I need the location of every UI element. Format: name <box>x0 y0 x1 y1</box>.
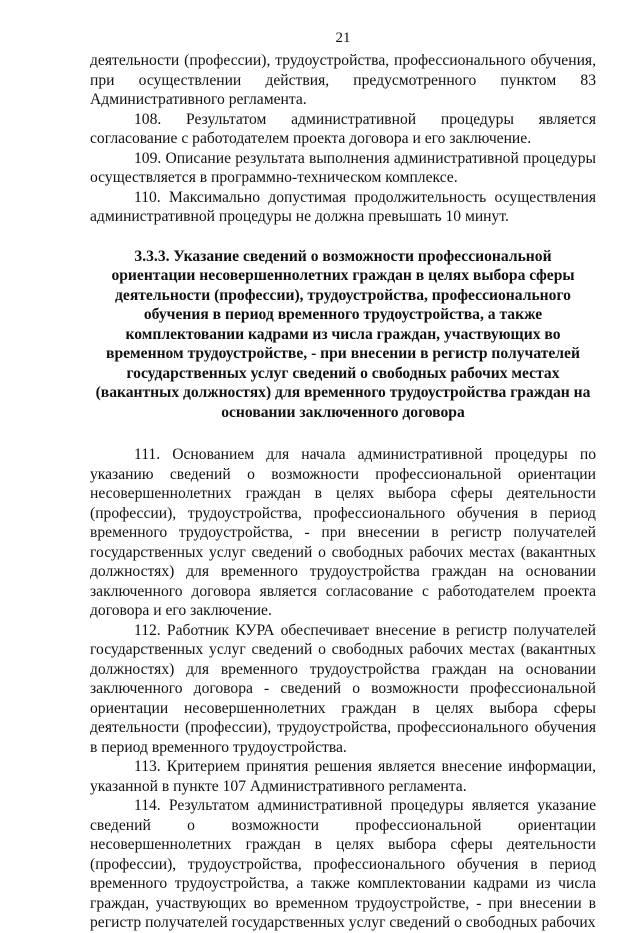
paragraph-113: 113. Критерием принятия решения является внесение информации, указанной в пункте 107 Административного регламента. <box>90 758 596 795</box>
page-number: 21 <box>335 30 351 46</box>
paragraph-112: 112. Работник КУРА обеспечивает внесение в регистр получателей государственных услуг сведений о свободных рабочих местах (вакантных должностях) для временного трудоустройства граждан на основании заключенного договора - сведений о возможности профессиональной ориентации несовершеннолетних граждан в целях выбора сферы деятельности (профессии), трудоустройства, профессионального обучения в период временного трудоустройства. <box>90 621 596 756</box>
paragraph-111: 111. Основанием для начала административной процедуры по указанию сведений о возможности профессиональной ориентации несовершеннолетних граждан в целях выбора сферы деятельности (профессии), трудоустройства, профессионального обучения в период временного трудоустройства, - при внесении в регистр получателей государственных услуг сведений о свободных рабочих местах (вакантных должностях) для временного трудоустройства граждан на основании заключенного договора является согласование с работодателем проекта договора и его заключение. <box>90 446 596 619</box>
paragraph-109: 109. Описание результата выполнения административной процедуры осуществляется в программно-техническом комплексе. <box>90 149 596 186</box>
paragraph-114: 114. Результатом административной процедуры является указание сведений о возможности профессиональной ориентации несовершеннолетних граждан в целях выбора сферы деятельности (профессии), трудоустройства, профессионального обучения в период временного трудоустройства, а также комплектовании кадрами из числа граждан, участвующих во временном трудоустройстве, - при внесении в регистр получателей государственных услуг сведений о свободных рабочих <box>90 797 596 931</box>
section-heading: 3.3.3. Указание сведений о возможности профессиональной ориентации несовершеннолетних граждан в целях выбора сферы деятельности (профессии), трудоустройства, профессионального обучения в период временного трудоустройства, а также комплектовании кадрами из числа граждан, участвующих во временном трудоустройстве, - при внесении в регистр получателей государственных услуг сведений о свободных рабочих местах (вакантных должностях) для временного трудоустройства граждан на основании заключенного договора <box>95 247 591 421</box>
paragraph-continuation: деятельности (профессии), трудоустройства, профессионального обучения, при осуществлении действия, предусмотренного пунктом 83 Административного регламента. <box>90 52 596 108</box>
paragraph-108: 108. Результатом административной процедуры является согласование с работодателем проекта договора и его заключение. <box>90 110 596 147</box>
paragraph-110: 110. Максимально допустимая продолжительность осуществления административной процедуры не должна превышать 10 минут. <box>90 188 596 225</box>
